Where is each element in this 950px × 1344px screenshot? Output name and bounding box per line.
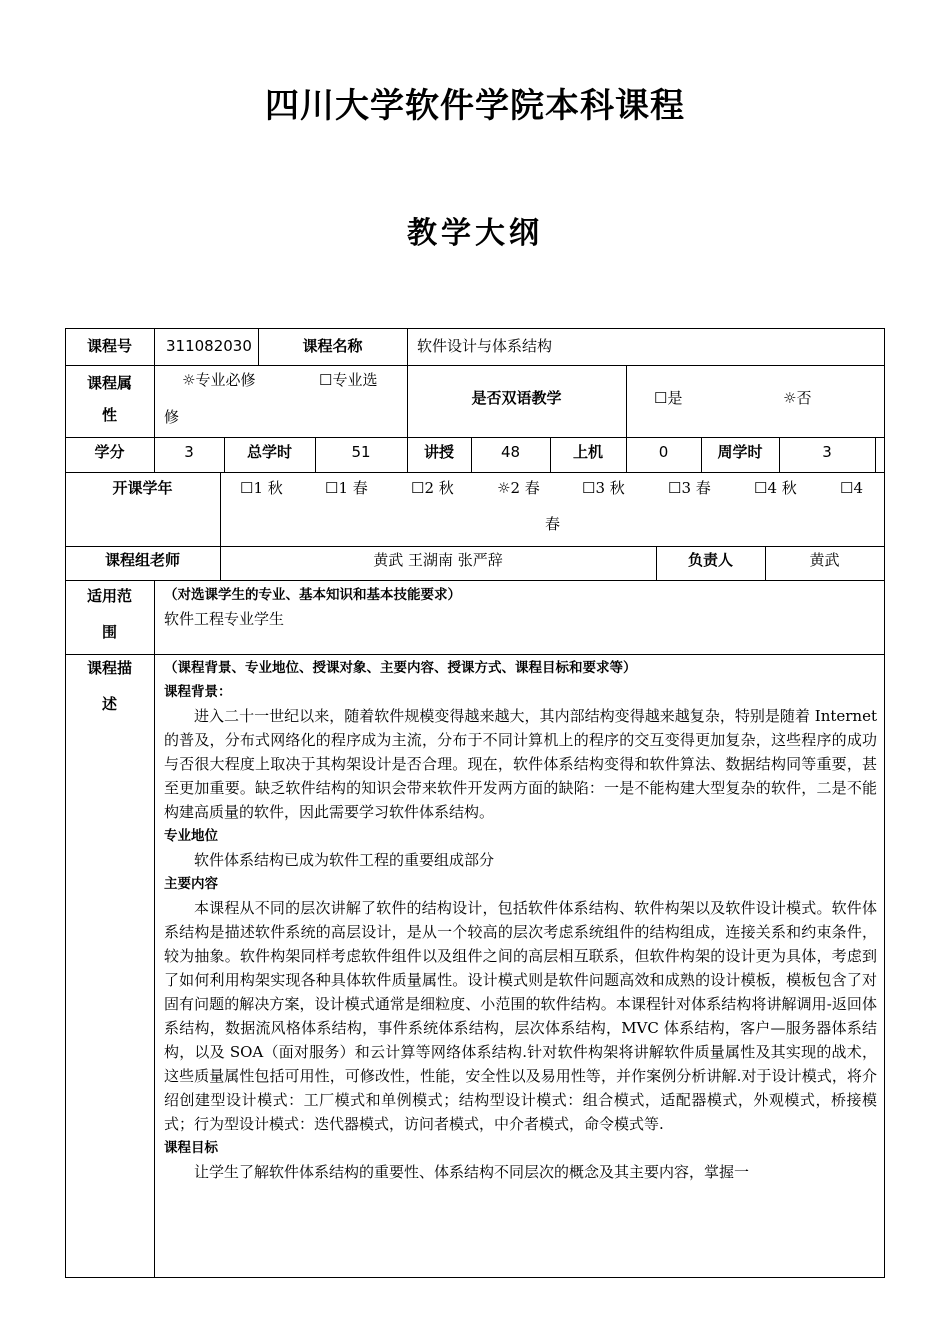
goal-paragraph: 让学生了解软件体系结构的重要性、体系结构不同层次的概念及其主要内容，掌握一 xyxy=(194,1163,750,1181)
description-label-wrap: 述 xyxy=(101,695,117,713)
course-attr-label: 课程属 xyxy=(86,374,132,392)
lab-hours-value: 0 xyxy=(658,443,669,461)
position-heading: 专业地位 xyxy=(164,828,218,844)
teachers-label: 课程组老师 xyxy=(104,551,180,569)
course-number-value: 311082030 xyxy=(166,337,252,355)
option-year-4-spring[interactable]: ☐4 xyxy=(840,479,863,497)
syllabus-table xyxy=(65,328,885,1278)
bilingual-label: 是否双语教学 xyxy=(471,389,562,407)
teachers-value: 黄武 王湖南 张严辞 xyxy=(373,551,503,569)
option-year-2-spring[interactable]: ☼2 春 xyxy=(497,479,540,497)
scope-label-wrap: 围 xyxy=(101,623,117,641)
lecture-hours-label: 讲授 xyxy=(423,443,454,461)
document-title: 四川大学软件学院本科课程 xyxy=(265,86,685,126)
background-heading: 课程背景： xyxy=(164,684,232,700)
description-label: 课程描 xyxy=(86,659,132,677)
credit-label: 学分 xyxy=(94,443,125,461)
course-number-label: 课程号 xyxy=(86,337,132,355)
course-description xyxy=(164,656,877,1184)
goal-heading: 课程目标 xyxy=(164,1140,218,1156)
option-major-elective-wrap: 修 xyxy=(164,408,180,426)
scope-hint: （对选课学生的专业、基本知识和基本技能要求） xyxy=(164,587,461,603)
weekly-hours-label: 周学时 xyxy=(717,443,763,461)
position-paragraph: 软件体系结构已成为软件工程的重要组成部分 xyxy=(194,851,495,869)
lead-teacher-label: 负责人 xyxy=(687,551,733,569)
content-paragraph: 本课程从不同的层次讲解了软件的结构设计，包括软件体系结构、软件构架以及软件设计模式。软件体系结构是描述软件系统的高层设计，是从一个较高的层次考虑系统组件的结构组成，连接关系和约束条件，较为抽象。软件构架同样考虑软件组件以及组件之间的高层相互联系，但软件构架的设计更为具体，考虑到了如何利用构架实现各种具体软件质量属性。设计模式则是软件问题高效和成熟的设计模板，模板包含了对固有问题的解决方案，设计模式通常是细粒度、小范围的软件结构。本课程针对体系结构将讲解调用-返回体系结构，数据流风格体系结构，事件系统体系结构，层次体系结构，MVC 体系结构，客户—服务器体系结构，以及 SOA（面对服务）和云计算等网络体系结构.针对软件构架将讲解软件质量属性及其实现的战术，这些质量属性包括可用性，可修改性，性能，安全性以及易用性等，并作案例分析讲解.对于设计模式，将介绍创建型设计模式：工厂模式和单例模式；结构型设计模式：组合模式，适配器模式，外观模式，桥接模式；行为型设计模式：迭代器模式，访问者模式，中介者模式，命令模式等. xyxy=(164,899,877,1133)
course-name-value: 软件设计与体系结构 xyxy=(417,337,553,355)
option-year-4-spring-wrap: 春 xyxy=(545,515,561,533)
option-bilingual-no[interactable]: ☼否 xyxy=(783,389,812,407)
lecture-hours-value: 48 xyxy=(500,443,521,461)
content-heading: 主要内容 xyxy=(164,876,218,892)
option-year-1-autumn[interactable]: ☐1 秋 xyxy=(240,479,283,497)
total-hours-label: 总学时 xyxy=(246,443,292,461)
total-hours-value: 51 xyxy=(351,443,371,461)
scope-value: 软件工程专业学生 xyxy=(164,610,285,628)
option-year-3-spring[interactable]: ☐3 春 xyxy=(668,479,711,497)
background-paragraph: 进入二十一世纪以来，随着软件规模变得越来越大，其内部结构变得越来越复杂，特别是随着 Internet 的普及，分布式网络化的程序成为主流，分布于不同计算机上的程序的交互变得更加复杂，这些程序的成功与否很大程度上取决于其构架设计是否合理。现在，软件体系结构变得和软件算法、数据结构同等重要，甚至更加重要。缺乏软件结构的知识会带来软件开发两方面的缺陷：一是不能构建大型复杂的软件，二是不能构建高质量的软件，因此需要学习软件体系结构。 xyxy=(164,707,877,821)
course-name-label: 课程名称 xyxy=(302,337,363,355)
option-major-required[interactable]: ☼专业必修 xyxy=(182,371,256,389)
option-major-elective[interactable]: ☐专业选 xyxy=(319,371,378,389)
weekly-hours-value: 3 xyxy=(822,443,832,461)
option-year-4-autumn[interactable]: ☐4 秋 xyxy=(754,479,797,497)
option-year-2-autumn[interactable]: ☐2 秋 xyxy=(411,479,454,497)
offering-year-label: 开课学年 xyxy=(112,479,173,497)
option-year-3-autumn[interactable]: ☐3 秋 xyxy=(582,479,625,497)
credit-value: 3 xyxy=(184,443,194,461)
lead-teacher-value: 黄武 xyxy=(809,551,840,569)
option-year-1-spring[interactable]: ☐1 春 xyxy=(325,479,368,497)
lab-hours-label: 上机 xyxy=(572,443,603,461)
option-bilingual-yes[interactable]: ☐是 xyxy=(654,389,683,407)
description-hint: （课程背景、专业地位、授课对象、主要内容、授课方式、课程目标和要求等） xyxy=(164,660,637,676)
scope-label: 适用范 xyxy=(86,587,132,605)
course-attr-label-wrap: 性 xyxy=(101,406,117,424)
document-subtitle: 教学大纲 xyxy=(407,216,543,251)
